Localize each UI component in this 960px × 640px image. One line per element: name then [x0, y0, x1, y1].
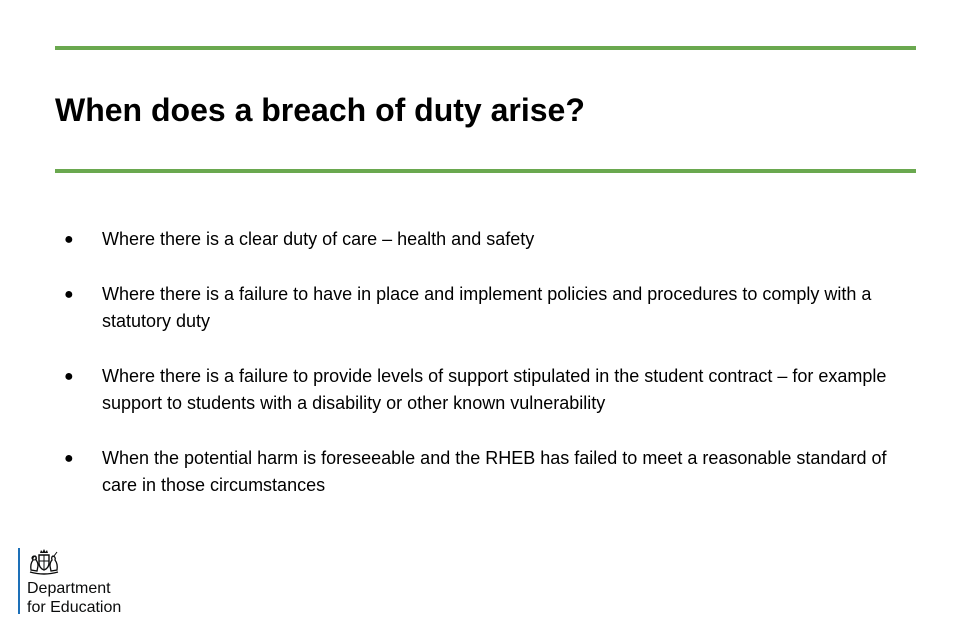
bullet-dot-icon: ● [64, 231, 74, 248]
logo-bar [18, 548, 20, 614]
bullet-item [64, 363, 914, 417]
bottom-divider [55, 169, 916, 173]
bullet-list [64, 226, 914, 527]
bullet-text: Where there is a clear duty of care – health and safety [102, 229, 535, 249]
bullet-item [64, 281, 914, 335]
bullet-dot-icon: ● [64, 450, 74, 467]
bullet-text: Where there is a failure to have in place and implement policies and procedures to comply with a statutory duty [102, 284, 872, 331]
bullet-item [64, 226, 914, 253]
organisation-name-line1: Department [27, 580, 111, 597]
organisation-name [27, 579, 121, 617]
organisation-name-line2: for Education [27, 599, 122, 616]
royal-crest-icon [27, 548, 61, 576]
bullet-item [64, 445, 914, 499]
bullet-dot-icon: ● [64, 286, 74, 303]
bullet-text: Where there is a failure to provide levels of support stipulated in the student contract – for example support to students with a disability or other known vulnerability [102, 366, 887, 413]
slide-title: When does a breach of duty arise? [55, 92, 585, 128]
top-divider [55, 46, 916, 50]
bullet-dot-icon: ● [64, 368, 74, 385]
bullet-text: When the potential harm is foreseeable and the RHEB has failed to meet a reasonable standard of care in those circumstances [102, 448, 887, 495]
